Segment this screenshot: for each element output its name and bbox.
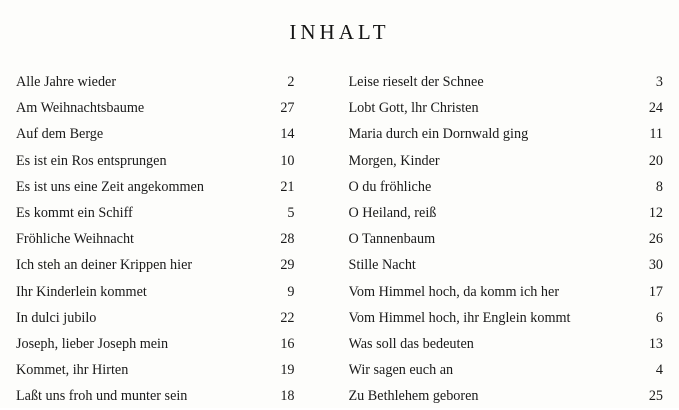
toc-entry-title: Morgen, Kinder (348, 152, 440, 169)
toc-entry[interactable] (16, 95, 333, 121)
toc-entry-page-number: 12 (648, 205, 663, 222)
toc-entry-title: Lobt Gott, lhr Christen (348, 100, 479, 117)
toc-entry-page-number: 4 (655, 362, 663, 379)
toc-entry[interactable] (16, 69, 333, 95)
toc-entry-page-number: 28 (280, 231, 295, 248)
page-title: INHALT (289, 20, 390, 44)
toc-entry[interactable] (16, 331, 333, 357)
table-of-contents (0, 69, 679, 410)
toc-entry[interactable] (16, 279, 333, 305)
toc-entry-title: Am Weihnachtsbaume (16, 100, 145, 117)
toc-entry[interactable] (349, 121, 666, 147)
toc-entry-page-number: 3 (655, 74, 663, 90)
toc-entry[interactable] (349, 279, 666, 305)
toc-entry-title: Alle Jahre wieder (16, 74, 117, 90)
toc-entry-page-number: 10 (280, 152, 295, 169)
toc-column-right (349, 69, 666, 410)
toc-entry-page-number: 29 (280, 257, 295, 274)
toc-entry[interactable] (16, 148, 333, 174)
toc-column-left (16, 69, 333, 410)
toc-entry[interactable] (349, 148, 666, 174)
toc-entry[interactable] (16, 252, 333, 278)
toc-entry[interactable] (16, 174, 333, 200)
toc-entry-page-number: 19 (280, 362, 295, 379)
toc-entry-page-number: 20 (648, 152, 663, 169)
toc-entry[interactable] (349, 383, 666, 409)
toc-entry[interactable] (349, 305, 666, 331)
toc-entry[interactable] (16, 357, 333, 383)
toc-entry-page-number: 26 (648, 231, 663, 248)
toc-entry-title: In dulci jubilo (16, 309, 97, 326)
toc-entry-title: Kommet, ihr Hirten (16, 362, 129, 379)
toc-entry-title: Joseph, lieber Joseph mein (16, 336, 169, 353)
toc-entry-title: Ich steh an deiner Krippen hier (16, 257, 193, 274)
toc-entry-page-number: 18 (280, 388, 295, 405)
toc-entry-page-number: 22 (280, 309, 295, 326)
toc-entry-title: O du fröhliche (348, 178, 432, 195)
toc-entry-page-number: 27 (280, 100, 295, 117)
toc-entry-title: Vom Himmel hoch, da komm ich her (348, 283, 560, 300)
toc-entry-page-number: 5 (287, 205, 295, 222)
toc-entry-title: Was soll das bedeuten (348, 336, 474, 353)
toc-entry[interactable] (349, 69, 666, 95)
toc-entry-page-number: 6 (655, 309, 663, 326)
toc-entry-page-number: 24 (648, 100, 663, 117)
toc-entry-title: O Tannenbaum (348, 231, 436, 248)
toc-entry-title: Vom Himmel hoch, ihr Englein kommt (348, 309, 571, 326)
toc-entry[interactable] (349, 331, 666, 357)
toc-entry-title: Es kommt ein Schiff (16, 205, 133, 222)
toc-entry-title: Auf dem Berge (16, 126, 104, 143)
toc-entry[interactable] (349, 226, 666, 252)
toc-entry-page-number: 11 (649, 126, 663, 143)
toc-entry-page-number: 9 (287, 283, 295, 300)
toc-entry-title: Laßt uns froh und munter sein (16, 388, 188, 405)
toc-entry-title: Fröhliche Weihnacht (16, 231, 134, 248)
toc-entry-page-number: 25 (648, 388, 663, 405)
toc-entry-title: Leise rieselt der Schnee (348, 74, 484, 90)
toc-entry[interactable] (349, 200, 666, 226)
toc-entry-title: O Heiland, reiß (348, 205, 437, 222)
toc-entry-page-number: 30 (648, 257, 663, 274)
toc-entry-title: Maria durch ein Dornwald ging (348, 126, 529, 143)
toc-entry-title: Zu Bethlehem geboren (348, 388, 479, 405)
toc-entry[interactable] (349, 174, 666, 200)
toc-entry-page-number: 13 (648, 336, 663, 353)
toc-entry-page-number: 2 (287, 74, 295, 90)
toc-entry-title: Es ist ein Ros entsprungen (16, 152, 167, 169)
toc-entry[interactable] (349, 95, 666, 121)
toc-entry-title: Es ist uns eine Zeit angekommen (16, 178, 204, 195)
toc-entry[interactable] (349, 357, 666, 383)
toc-entry-page-number: 16 (280, 336, 295, 353)
toc-entry[interactable] (16, 121, 333, 147)
toc-entry[interactable] (16, 305, 333, 331)
toc-entry-title: Ihr Kinderlein kommet (16, 283, 147, 300)
toc-entry[interactable] (16, 383, 333, 409)
toc-entry-title: Wir sagen euch an (348, 362, 454, 379)
toc-entry-page-number: 8 (655, 178, 663, 195)
toc-entry[interactable] (16, 226, 333, 252)
toc-entry-page-number: 14 (280, 126, 295, 143)
toc-entry[interactable] (349, 252, 666, 278)
toc-entry[interactable] (16, 200, 333, 226)
toc-entry-page-number: 17 (648, 283, 663, 300)
toc-entry-page-number: 21 (280, 178, 295, 195)
toc-entry-title: Stille Nacht (348, 257, 416, 274)
